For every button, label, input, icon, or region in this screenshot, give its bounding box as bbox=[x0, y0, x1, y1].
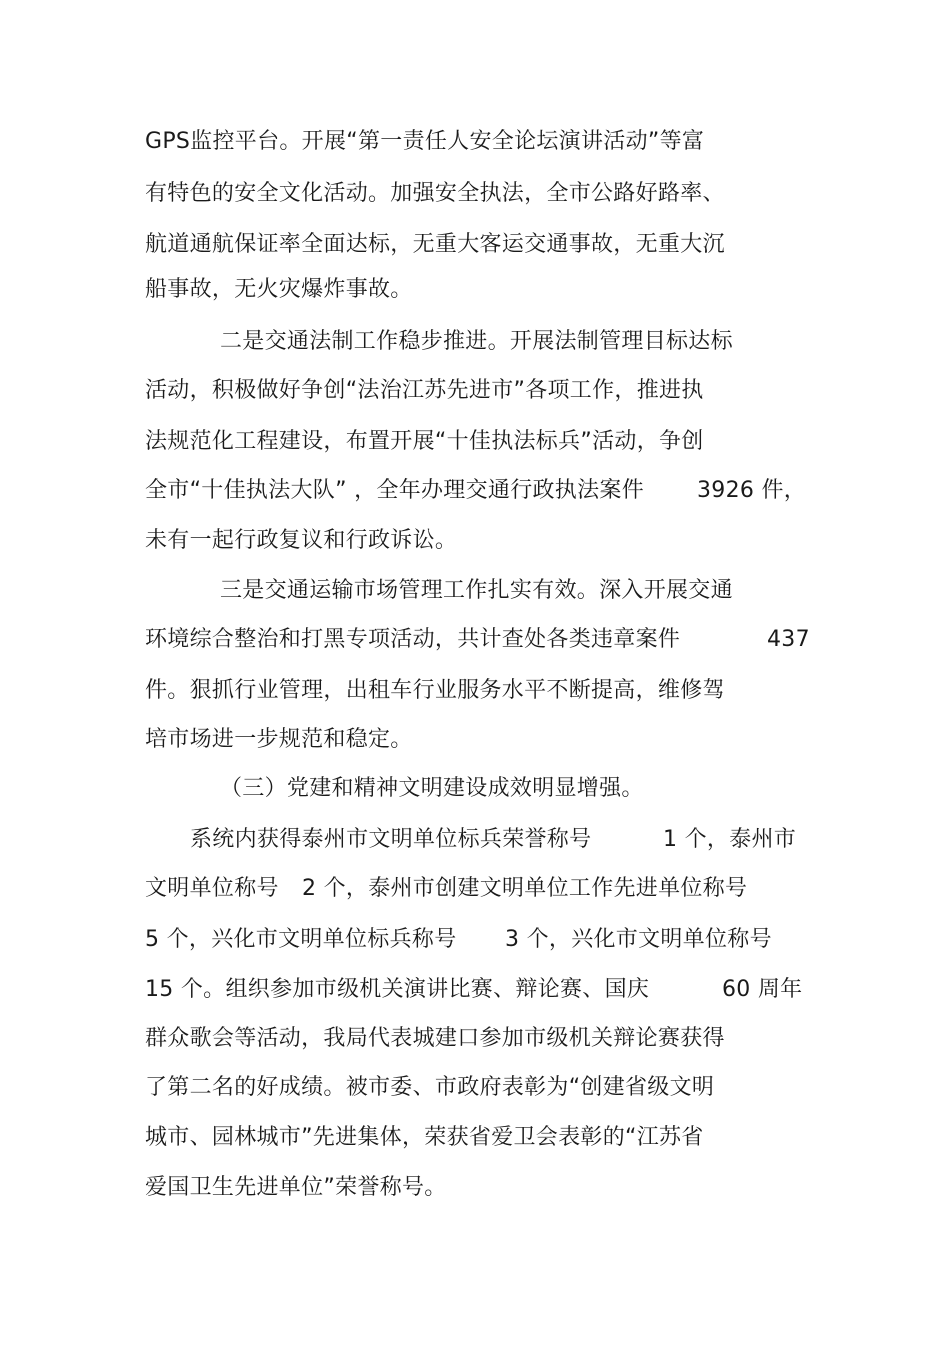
paragraph-4-line-3-a: 5 个，兴化市文明单位标兵称号 bbox=[145, 927, 457, 952]
paragraph-1-line-1: GPS监控平台。开展“第一责任人安全论坛演讲活动”等富 bbox=[145, 129, 705, 154]
paragraph-3-line-2 bbox=[145, 620, 810, 660]
paragraph-1-line-2: 有特色的安全文化活动。加强安全执法，全市公路好路率、 bbox=[145, 181, 725, 206]
paragraph-3-line-1: 三是交通运输市场管理工作扎实有效。深入开展交通 bbox=[220, 578, 733, 603]
paragraph-2-line-5: 未有一起行政复议和行政诉讼。 bbox=[145, 528, 458, 553]
paragraph-1-line-4: 船事故，无火灾爆炸事故。 bbox=[145, 277, 413, 302]
paragraph-2-line-4 bbox=[145, 471, 805, 511]
paragraph-4-line-4-a: 15 个。组织参加市级机关演讲比赛、辩论赛、国庆 bbox=[145, 977, 650, 1002]
paragraph-3-line-2-text: 环境综合整治和打黑专项活动，共计查处各类违章案件 bbox=[145, 627, 681, 652]
paragraph-4-line-1-number: 1 个，泰州市 bbox=[663, 827, 797, 852]
paragraph-2-line-2: 活动，积极做好争创“法治江苏先进市”各项工作，推进执 bbox=[145, 378, 704, 403]
paragraph-4-line-3 bbox=[145, 920, 785, 960]
paragraph-3-line-2-number: 437 bbox=[767, 627, 810, 652]
paragraph-4-line-2-a: 文明单位称号 bbox=[145, 876, 279, 901]
paragraph-4-line-6: 了第二名的好成绩。被市委、市政府表彰为“创建省级文明 bbox=[145, 1075, 715, 1100]
paragraph-2-line-4-text: 全市“十佳执法大队” ，全年办理交通行政执法案件 bbox=[145, 478, 644, 503]
paragraph-4-line-5: 群众歌会等活动，我局代表城建口参加市级机关辩论赛获得 bbox=[145, 1026, 725, 1051]
paragraph-4-line-2 bbox=[145, 869, 765, 909]
paragraph-4-line-8: 爱国卫生先进单位”荣誉称号。 bbox=[145, 1175, 447, 1200]
paragraph-2-line-3: 法规范化工程建设，布置开展“十佳执法标兵”活动，争创 bbox=[145, 429, 704, 454]
paragraph-4-line-7: 城市、园林城市”先进集体，荣获省爱卫会表彰的“江苏省 bbox=[145, 1125, 704, 1150]
paragraph-2-line-4-number: 3926 件， bbox=[697, 478, 807, 503]
paragraph-1-line-3: 航道通航保证率全面达标，无重大客运交通事故，无重大沉 bbox=[145, 232, 725, 257]
paragraph-4-line-4 bbox=[145, 970, 805, 1010]
section-heading-3: （三）党建和精神文明建设成效明显增强。 bbox=[220, 776, 644, 801]
paragraph-3-line-4: 培市场进一步规范和稳定。 bbox=[145, 727, 413, 752]
paragraph-4-line-4-b: 60 周年 bbox=[722, 977, 803, 1002]
paragraph-4-line-1 bbox=[190, 820, 800, 860]
paragraph-4-line-2-b: 2 个，泰州市创建文明单位工作先进单位称号 bbox=[302, 876, 748, 901]
paragraph-2-line-1: 二是交通法制工作稳步推进。开展法制管理目标达标 bbox=[220, 329, 733, 354]
paragraph-3-line-3: 件。狠抓行业管理，出租车行业服务水平不断提高，维修驾 bbox=[145, 678, 725, 703]
paragraph-4-line-1-text: 系统内获得泰州市文明单位标兵荣誉称号 bbox=[190, 827, 592, 852]
paragraph-4-line-3-b: 3 个，兴化市文明单位称号 bbox=[505, 927, 772, 952]
